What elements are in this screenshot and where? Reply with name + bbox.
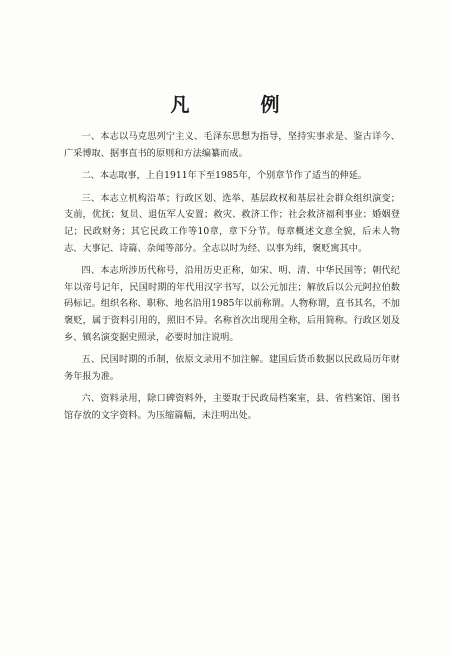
- page-title: 凡 例: [170, 94, 306, 116]
- paragraph-3: 三、本志立机构沿革；行政区划、选举、基层政权和基层社会群众组织演变；支前，优抚；复员、退伍军人安置；救灾、救济工作；社会救济福利事业；婚姻登记；民政财务；其它民政工作等10章，章下分节。每章概述文意全貌，后未人物志、大事记、诗篇、杂闻等部分。全志以时为经、以事为纬，褒贬寓其中。: [64, 192, 400, 254]
- paragraph-4: 四、本志所涉历代称号，沿用历史正称，如宋、明、清、中华民国等；朝代纪年以帝号记年，民国时期的年代用汉字书写，以公元加注；解放后以公元阿拉伯数码标记。组织名称、职称、地名沿用1985年以前称谓。人物称谓，直书其名，不加褒贬，属于资料引用的，照旧不异。名称首次出现用全称，后用简称。行政区划及乡、镇名演变据史照录，必要时加注说明。: [64, 265, 400, 343]
- paragraph-2: 二、本志取事，上自1911年下至1985年，个别章节作了适当的伸延。: [81, 170, 368, 182]
- document-body: [64, 129, 400, 431]
- paragraph-1: 一、本志以马克思列宁主义、毛泽东思想为指导，坚持实事求是、鉴古详今、广采博取、据事直书的原则和方法编纂而成。: [64, 131, 400, 159]
- paragraph-6: 六、资料录用，除口碑资料外，主要取于民政局档案室，县、省档案馆、图书馆存放的文字资料。为压缩篇幅，未注明出处。: [64, 393, 400, 421]
- paragraph-5: 五、民国时期的币制，依原文录用不加注解。建国后货币数据以民政局历年财务年报为准。: [64, 354, 400, 382]
